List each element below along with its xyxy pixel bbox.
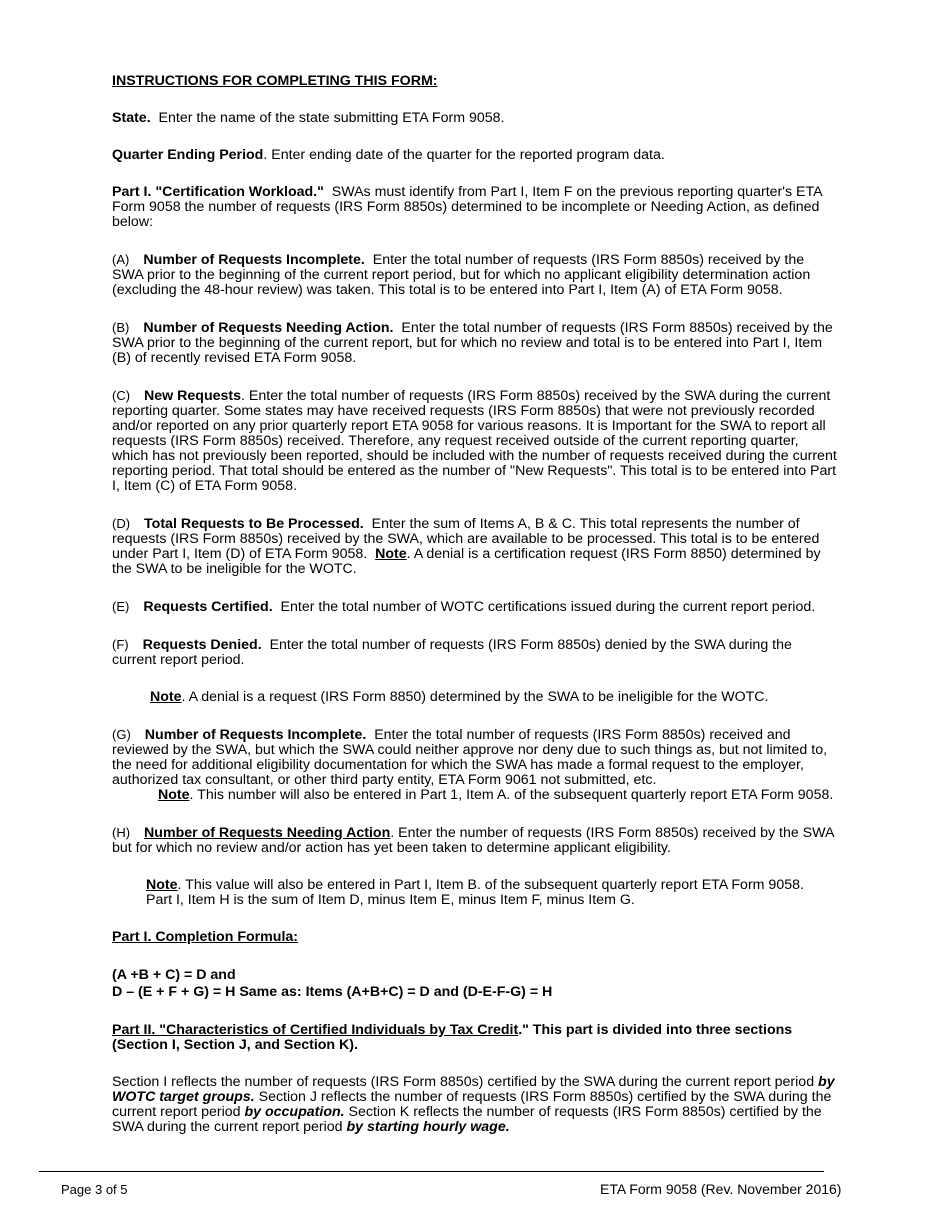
page-title: INSTRUCTIONS FOR COMPLETING THIS FORM: <box>112 73 438 89</box>
item-f: (F) Requests Denied. Enter the total number of requests (IRS Form 8850s) denied by the SWA during the current report period. <box>112 637 792 668</box>
formula-line-1: (A +B + C) = D and <box>112 967 236 983</box>
item-g: (G) Number of Requests Incomplete. Enter the total number of requests (IRS Form 8850s) received and reviewed by the SWA, but which the SWA could neither approve nor deny due to such things as, but not limited to, the need for additional eligibility documentation for which the SWA has made a formal request to the employer, authorized tax consultant, or other third party entity, ETA Form 9061 not submitted, etc. <box>112 727 828 788</box>
quarter-instruction: Quarter Ending Period. Enter ending date of the quarter for the reported program data. <box>112 147 665 163</box>
item-b: (B) Number of Requests Needing Action. Enter the total number of requests (IRS Form 8850s) received by the SWA prior to the beginning of the current report, but for which no review and total is to be entered into Part I, Item (B) of recently revised ETA Form 9058. <box>112 320 833 366</box>
item-d: (D) Total Requests to Be Processed. Enter the sum of Items A, B & C. This total represents the number of requests (IRS Form 8850s) received by the SWA, which are available to be processed. This total is to be entered under Part I, Item (D) of ETA Form 9058. Note. A denial is a certification request (IRS Form 8850) determined by the SWA to be ineligible for the WOTC. <box>112 516 821 577</box>
part1-intro: Part I. "Certification Workload." SWAs must identify from Part I, Item F on the previous reporting quarter's ETA Form 9058 the number of requests (IRS Form 8850s) determined to be incomplete or Needing Action, as defined below: <box>112 184 822 230</box>
part2-sections: Section I reflects the number of requests (IRS Form 8850s) certified by the SWA during the current report period by WOTC target groups. Section J reflects the number of requests (IRS Form 8850s) certified by the SWA during the current report period by occupation. Section K reflects the number of requests (IRS Form 8850s) certified by the SWA during the current report period by starting hourly wage. <box>112 1074 835 1135</box>
item-a: (A) Number of Requests Incomplete. Enter the total number of requests (IRS Form 8850s) received by the SWA prior to the beginning of the current report period, but for which no applicant eligibility determination action (excluding the 48-hour review) was taken. This total is to be entered into Part I, Item (A) of ETA Form 9058. <box>112 252 811 298</box>
page-number: Page 3 of 5 <box>61 1182 128 1197</box>
part2-heading: Part II. "Characteristics of Certified Individuals by Tax Credit." This part is divided into three sections (Section I, Section J, and Section K). <box>112 1022 793 1053</box>
formula-heading: Part I. Completion Formula: <box>112 929 299 945</box>
state-instruction: State. Enter the name of the state submitting ETA Form 9058. <box>112 110 505 126</box>
item-g-note: Note. This number will also be entered in Part 1, Item A. of the subsequent quarterly report ETA Form 9058. <box>158 787 834 803</box>
instructions-body <box>112 74 838 1135</box>
formula-line-2: D – (E + F + G) = H Same as: Items (A+B+C) = D and (D-E-F-G) = H <box>112 984 553 1000</box>
item-e: (E) Requests Certified. Enter the total number of WOTC certifications issued during the current report period. <box>112 599 816 615</box>
item-h-note-line2: Part I, Item H is the sum of Item D, minus Item E, minus Item F, minus Item G. <box>146 892 635 908</box>
item-f-note: Note. A denial is a request (IRS Form 8850) determined by the SWA to be ineligible for the WOTC. <box>150 689 769 705</box>
item-c: (C) New Requests. Enter the total number of requests (IRS Form 8850s) received by the SWA during the current reporting quarter. Some states may have received requests (IRS Form 8850s) that were not previously recorded and/or reported on any prior quarterly report ETA 9058 for various reasons. It is Important for the SWA to report all requests (IRS Form 8850s) received. Therefore, any request received outside of the current reporting quarter, which has not previously been reported, should be included with the number of requests received during the current reporting period. That total should be entered as the number of "New Requests". This total is to be entered into Part I, Item (C) of ETA Form 9058. <box>112 388 837 494</box>
form-revision: ETA Form 9058 (Rev. November 2016) <box>600 1181 842 1197</box>
footer-divider <box>39 1171 824 1172</box>
item-h: (H) Number of Requests Needing Action. Enter the number of requests (IRS Form 8850s) received by the SWA but for which no review and/or action has yet been taken to determine applicant eligibility. <box>112 825 834 856</box>
item-h-note: Note. This value will also be entered in Part I, Item B. of the subsequent quarterly report ETA Form 9058. <box>146 877 804 893</box>
